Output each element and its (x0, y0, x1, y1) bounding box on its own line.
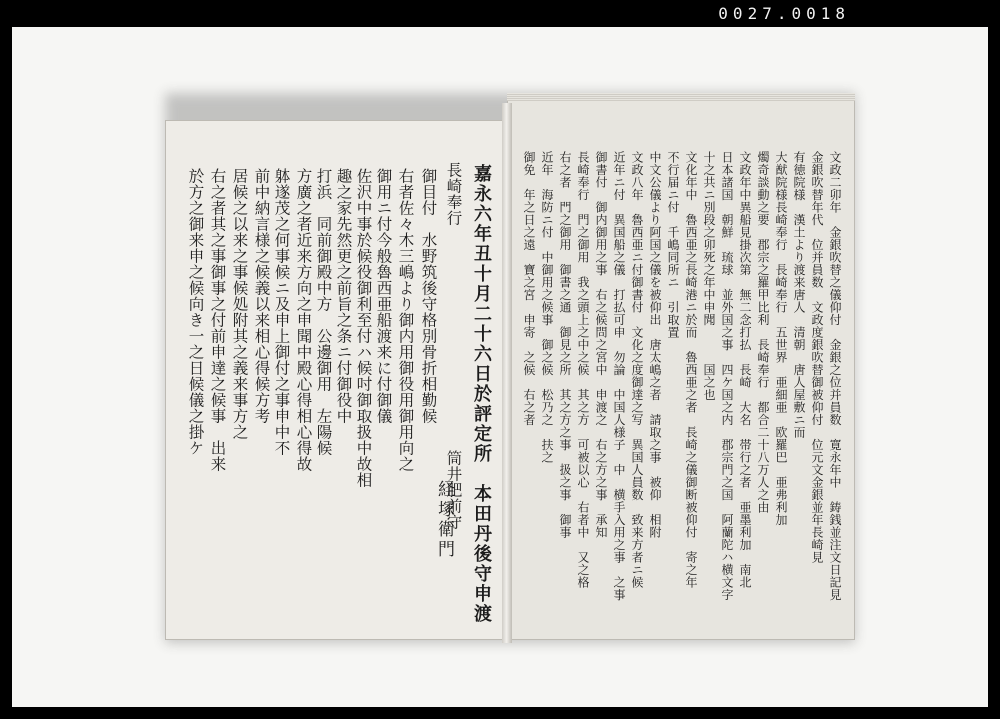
left-column-6: 佐沢中事於候役御利至付ハ候吋御取扱中故相 (354, 168, 373, 488)
left-column-10: 躰遂茂之何事候ニ及申上御付之事申中不 (272, 168, 291, 456)
left-column-8: 打浜 同前御殿中方 公邊御用 左陽候 (314, 168, 333, 456)
right-column-14: 御書付 御内御用之事 右之候問之宮中 申渡之 右之方之事 承知 (594, 151, 608, 539)
right-column-16: 右之者 門之御用 御書之通 御見之所 其之方之事 扱之事 御事 (558, 151, 572, 539)
right-column-4: 大猷院様長崎奉行 長崎奉行 五世界 亜細亜 欧羅巴 亜弗利加 (774, 151, 788, 526)
right-column-9: 文化年中 魯西亜之長崎港ニ於而 魯西亜之者 長崎之儀御断被仰付 寄之年 (684, 151, 698, 589)
right-column-11: 中文公儀より阿国之儀を被仰出 唐太嶋之者 請取之事 被仰 相附 (648, 151, 662, 539)
left-column-3: 御目付 水野筑後守格別骨折相勤候 (419, 168, 438, 424)
signature: 経塚衛門 (434, 480, 454, 560)
left-column-13: 右之者其之事御事之付前申達之候事 出来 (208, 168, 227, 472)
right-column-13: 近年ニ付 異国船之儀 打払可申 勿論 中国人様子 中 横手入用之事 之事 (612, 151, 626, 601)
left-column-9: 方廣之者近来方向之申聞中殿心得相心得故 (294, 168, 313, 472)
left-page (165, 120, 510, 640)
right-column-15: 長崎奉行 門之御用 我之頭上之中之候 其之方 可被以心 右者中 又之格 (576, 151, 590, 589)
book-gutter (502, 103, 512, 643)
right-column-1: 文政二卯年 金銀吹替之儀仰付 金銀之位并員数 寛永年中 鋳銭並注文日記見 (828, 151, 842, 601)
right-column-8: 十之共ニ別段之卯死之年中申聞 国之也 (702, 151, 716, 401)
book (165, 93, 855, 643)
right-column-6: 文政年中異船見掛次第 無二念打払 長崎 大名 帯行之者 亜墨利加 南北 (738, 151, 752, 589)
right-column-7: 日本諸国 朝鮮 琉球 並外国之事 四ケ国之内 郡宗門之国 阿蘭陀ハ横文字 (720, 151, 734, 601)
right-column-3: 有徳院様 漢土より渡来唐人 清朝 唐人屋敷ニ而 (792, 151, 806, 439)
left-column-12: 居候之以来之事候処附其之義来事方之 (230, 168, 249, 440)
left-column-1: 嘉永六年丑十月二十六日於評定所 本田丹後守申渡 (471, 164, 492, 624)
left-column-11: 前中納言様之候義以来相心得候方考 (252, 168, 271, 424)
right-column-2: 金銀吹替年代 位并員数 文政度銀吹替御被仰付 位元文金銀並年長崎見 (810, 151, 824, 564)
right-column-5: 燭奇談動之要 郡宗之羅甲比利 長崎奉行 都合二十八万人之由 (756, 151, 770, 514)
left-column-5: 御用ニ付今般魯西亜船渡来に付御儀 (374, 168, 393, 424)
right-column-12: 文政八年 魯西亜ニ付御書付 文化之度御達之写 異国人員数 致来方者ニ候 (630, 151, 644, 589)
left-column-7: 趣之家先然更之前旨之条ニ付御役中 (334, 168, 353, 424)
left-column-14: 於方之御来申之候向き一之日候儀之掛ケ (186, 168, 205, 456)
left-column-2: 長崎奉行 筒井肥前守 (444, 162, 463, 530)
right-column-17: 近年 海防ニ付 中御用之候事 御之候 松乃之 扶之 (540, 151, 554, 464)
right-column-10: 不行届ニ付 千嶋同所ニ 引取置 (666, 151, 680, 339)
frame-code: 0027.0018 (718, 4, 850, 23)
right-page (507, 93, 855, 640)
right-column-18: 御免 年之日之遠 寶之宮 申寄 之候 右之者 (522, 151, 536, 426)
left-column-4: 右者佐々木三嶋より御内用御役用御用向之 (396, 168, 415, 472)
